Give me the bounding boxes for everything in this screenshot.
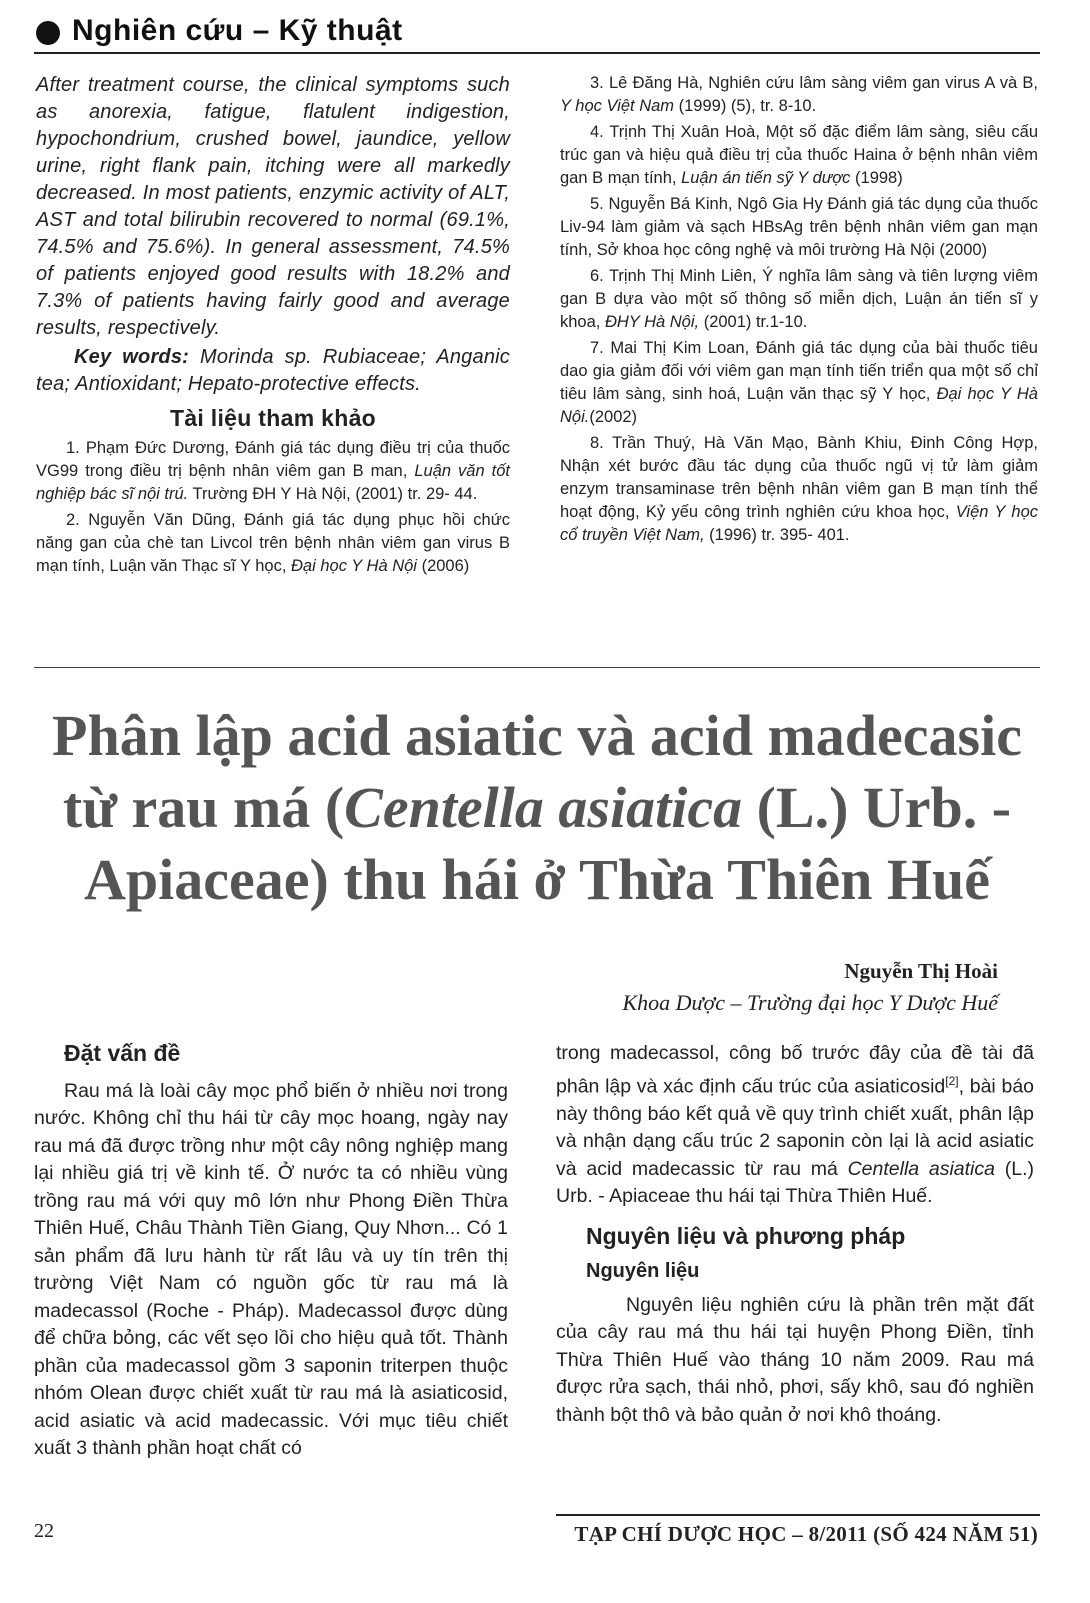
references-title: Tài liệu tham khảo (169, 405, 377, 431)
author-name: Nguyễn Thị Hoài (844, 959, 998, 983)
section-header-title: Nghiên cứu – Kỹ thuật (72, 14, 403, 47)
body-paragraph-continued: trong madecassol, công bố trước đây của đề tài đã phân lập và xác định cấu trúc của asiaticosid[2], bài báo này thông báo kết quả về quy trình chiết xuất, phân lập và nhận dạng cấu trúc 2 saponin còn lại là acid asiatic và acid madecassic từ rau má Centella asiatica (L.) Urb. - Apiaceae thu hái tại Thừa Thiên Huế. (556, 1042, 1035, 1207)
abstract-text: After treatment course, the clinical symptoms such as anorexia, fatigue, flatulent indigestion, hypochondrium, crushed bowel, jaundice, yellow urine, right flank pain, itching were all markedly decreased. In most patients, enzymic activity of ALT, AST and total bilirubin recovered to normal (69.1%, 74.5% and 75.6%). In general assessment, 74.5% of patients enjoyed good results with 18.2% and 7.3% of patients having fairly good and average results, respectively. (36, 74, 510, 339)
section-heading: Nguyên liệu và phương pháp (586, 1222, 906, 1249)
section-heading: Đặt vấn đề (64, 1040, 181, 1066)
article-title: Phân lập acid asiatic và acid madecasic từ rau má (Centella asiatica (L.) Urb. - Apiaceae) thu hái ở Thừa Thiên Huế (52, 703, 1022, 912)
page-number: 22 (34, 1520, 54, 1542)
right-column-body (556, 1040, 1034, 1429)
reference-item: 5. Nguyễn Bá Kinh, Ngô Gia Hy Đánh giá tác dụng của thuốc Liv-94 làm giảm và sạch HBsAg trên bệnh nhân viêm gan mạn tính, Sở khoa học công nghệ và môi trường Hà Nội (2000) (560, 195, 1038, 259)
left-column-top (36, 72, 510, 581)
author-block (622, 955, 998, 1019)
reference-item: 2. Nguyễn Văn Dũng, Đánh giá tác dụng phục hồi chức năng gan của chè tan Livcol trên bệnh nhân viêm gan virus B mạn tính, Luận văn Thạc sĩ Y học, Đại học Y Hà Nội (2006) (36, 511, 510, 575)
body-paragraph: Rau má là loài cây mọc phổ biến ở nhiều nơi trong nước. Không chỉ thu hái từ cây mọc hoang, ngày nay rau má đã được trồng như một cây nông nghiệp mang lại nhiều giá trị về kinh tế. Ở nước ta có nhiều vùng trồng rau má với quy mô lớn như Phong Điền Thừa Thiên Huế, Châu Thành Tiền Giang, Quy Nhơn... Có 1 sản phẩm đã lưu hành từ rất lâu và uy tín trên thị trường Việt Nam có nguồn gốc từ rau má là madecassol (Roche - Pháp). Madecassol được dùng để chữa bỏng, các vết sẹo lồi cho hiệu quả tốt. Thành phần của madecassol gồm 3 saponin triterpen thuộc nhóm Olean được chiết xuất từ rau má là asiaticosid, acid asiatic và acid madecassic. Với mục tiêu chiết xuất 3 thành phần hoạt chất có (34, 1079, 508, 1459)
footer-rule (556, 1514, 1040, 1516)
reference-item: 7. Mai Thị Kim Loan, Đánh giá tác dụng của bài thuốc tiêu dao gia giảm đối với viêm gan mạn tính tiến triển qua một số chỉ tiêu lâm sàng, sinh hoá, Luận văn thạc sỹ Y học, Đại học Y Hà Nội.(2002) (560, 339, 1038, 426)
reference-item: 4. Trịnh Thị Xuân Hoà, Một số đặc điểm lâm sàng, siêu cấu trúc gan và hiệu quả điều trị của thuốc Haina ở bệnh nhân viêm gan B mạn tính, Luận án tiến sỹ Y dược (1998) (560, 123, 1038, 187)
keywords-label: Key words: (74, 346, 190, 368)
author-affiliation: Khoa Dược – Trường đại học Y Dược Huế (622, 990, 998, 1015)
keywords-text: Morinda sp. Rubiaceae; Anganic tea; Antioxidant; Hepato-protective effects. (36, 346, 510, 395)
right-column-top (560, 72, 1038, 550)
reference-item: 1. Phạm Đức Dương, Đánh giá tác dụng điều trị của thuốc VG99 trong điều trị bệnh nhân viêm gan B man, Luận văn tốt nghiệp bác sĩ nội trú. Trường ĐH Y Hà Nội, (2001) tr. 29- 44. (36, 439, 510, 503)
reference-item: 3. Lê Đăng Hà, Nghiên cứu lâm sàng viêm gan virus A và B, Y học Việt Nam (1999) (5), tr. 8-10. (560, 74, 1038, 115)
reference-item: 6. Trịnh Thị Minh Liên, Ý nghĩa lâm sàng và tiên lượng viêm gan B dựa vào một số thông số miễn dịch, Luận án tiến sĩ y khoa, ĐHY Hà Nội, (2001) tr.1-10. (560, 267, 1038, 331)
english-abstract (36, 72, 510, 398)
left-column-body (34, 1040, 508, 1463)
subsection-heading: Nguyên liệu (586, 1260, 700, 1282)
page-header (34, 8, 1040, 54)
keywords (36, 344, 510, 398)
body-paragraph: Nguyên liệu nghiên cứu là phần trên mặt đất của cây rau má thu hái tại huyện Phong Điền, tỉnh Thừa Thiên Huế vào tháng 10 năm 2009. Rau má được rửa sạch, thái nhỏ, phơi, sấy khô, sau đó nghiền thành bột thô và bảo quản ở nơi khô thoáng. (556, 1293, 1034, 1426)
bullet-icon (36, 21, 60, 45)
section-divider (34, 667, 1040, 668)
reference-item: 8. Trần Thuý, Hà Văn Mạo, Bành Khiu, Đinh Công Hợp, Nhận xét bước đầu tác dụng của thuốc ngũ vị tử làm giảm enzym transaminase trên bệnh nhân viêm gan B mạn tính thể hoạt động, Kỷ yếu công trình nghiên cứu khoa học, Viện Y học cổ truyền Việt Nam, (1996) tr. 395- 401. (560, 434, 1038, 544)
journal-footer: TẠP CHÍ DƯỢC HỌC – 8/2011 (SỐ 424 NĂM 51) (574, 1522, 1038, 1546)
